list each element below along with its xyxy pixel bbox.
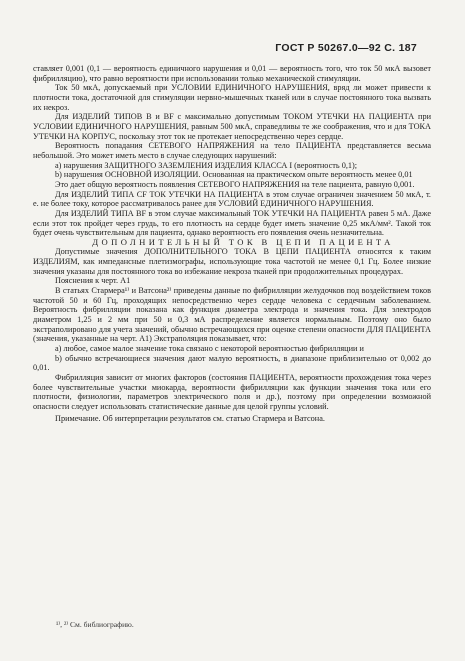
page-header: ГОСТ Р 50267.0—92 С. 187 [275, 42, 417, 54]
paragraph: а) нарушения ЗАЩИТНОГО ЗАЗЕМЛЕНИЯ ИЗДЕЛИЯ КЛАССА I (вероятность 0,1); [55, 160, 358, 170]
paragraph: b) обычно встречающиеся значения дают малую вероятность, в диапазоне приблизительно от 0,002 до 0,01. [33, 353, 431, 373]
paragraph: Ток 50 мкА, допускаемый при УСЛОВИИ ЕДИНИЧНОГО НАРУШЕНИЯ, вряд ли может привести к плотности тока, достаточной для стимуляции нервно-мышечных тканей или в случае постоянного тока вызвать их некроз. [33, 83, 431, 112]
section-heading: ДОПОЛНИТЕЛЬНЫЙ ТОК В ЦЕПИ ПАЦИЕНТА [92, 236, 394, 247]
paragraph: Фибрилляция зависит от многих факторов (состояния ПАЦИЕНТА, вероятности прохождения тока через более чувствительные участки миокарда, вероятности фибрилляции как функции значения тока или его плотности, физиологии, параметров электрического поля и др.), поэтому при определении возможной опасности следует использовать статистические данные для целой группы условий. [33, 373, 431, 411]
paragraph: ставляет 0,001 (0,1 — вероятность единичного нарушения и 0,01 — вероятность того, что ток 50 мкА вызовет фибрилляцию), что равно вероятности при использовании только механической стимуляции. [33, 64, 431, 83]
paragraph: В статьях Стармера¹⁾ и Ватсона²⁾ приведены данные по фибрилляции желудочков под воздействием токов частотой 50 и 60 Гц, проходящих непосредственно через сердце человека с сердечным заболеванием. Вероятность фибрилляции показана как функция диаметра электрода и значения тока. Для электродов диаметром 1,25 и 2 мм при 50 и 0,3 мА распределение является нормальным. Поэтому оно было экстраполировано для учета значений, обычно встречающихся при оценке степени опасности ДЛЯ ПАЦИЕНТА (значения, указанные на черт. А1) Экстраполяция показывает, что: [33, 286, 431, 344]
paragraph: Это дает общую вероятность появления СЕТЕВОГО НАПРЯЖЕНИЯ на теле пациента, равную 0,001. [55, 179, 415, 189]
paragraph: а) любое, самое малое значение тока связано с некоторой вероятностью фибрилляции и [55, 344, 364, 354]
paragraph: Допустимые значения ДОПОЛНИТЕЛЬНОГО ТОКА В ЦЕПИ ПАЦИЕНТА относятся к таким ИЗДЕЛИЯМ, как импедансные плетизмографы, использующие тока частотой не менее 0,1 Гц. Более низкие значения указаны для постоянного тока во избежание некроза тканей при продолжительных процедурах. [33, 247, 431, 276]
paragraph: Пояснения к черт. А1 [55, 276, 131, 286]
paragraph: Примечание. Об интерпретации результатов см. статью Стармера и Ватсона. [55, 413, 325, 423]
paragraph: b) нарушения ОСНОВНОЙ ИЗОЛЯЦИИ. Основанная на практическом опыте вероятность менее 0,01 [55, 170, 413, 180]
footnote: ¹⁾, ²⁾ См. библиографию. [56, 620, 134, 629]
paragraph: Вероятность попадания СЕТЕВОГО НАПРЯЖЕНИЯ на тело ПАЦИЕНТА представляется весьма небольшой. Это может иметь место в случае следующих нарушений: [33, 141, 431, 160]
paragraph: Для ИЗДЕЛИЙ ТИПА CF ТОК УТЕЧКИ НА ПАЦИЕНТА в этом случае ограничен значением 50 мкА, т. е. не более току, которое рассматривалось ранее для УСЛОВИЙ ЕДИНИЧНОГО НАРУШЕНИЯ. [33, 189, 431, 209]
document-body [33, 64, 431, 423]
paragraph: Для ИЗДЕЛИЙ ТИПОВ В и BF с максимально допустимым ТОКОМ УТЕЧКИ НА ПАЦИЕНТА при УСЛОВИИ ЕДИНИЧНОГО НАРУШЕНИЯ, равным 500 мкА, справедливы те же соображения, что и для ТОКА УТЕЧКИ НА КОРПУС, поскольку этот ток не протекает непосредственно через сердце. [33, 112, 431, 141]
paragraph: Для ИЗДЕЛИЙ ТИПА BF в этом случае максимальный ТОК УТЕЧКИ НА ПАЦИЕНТА равен 5 мА. Даже если этот ток пройдет через грудь, то его плотность на сердце будет иметь значение 0,25 мкА/мм². Такой ток будет очень чувствительным для пациента, однако вероятность его появления очень незначительна. [33, 208, 431, 238]
